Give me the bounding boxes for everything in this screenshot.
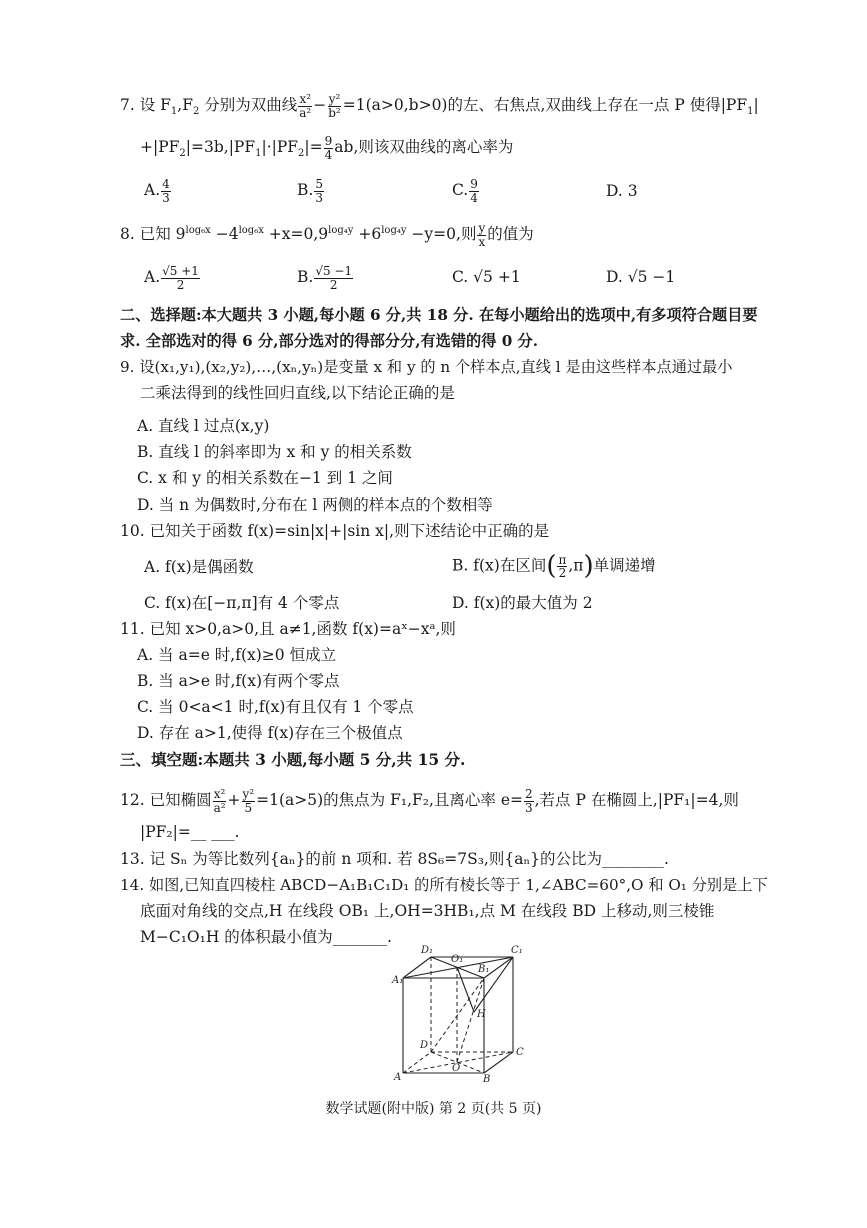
seg-o1-h	[457, 967, 474, 1012]
q10-option-a: A. f(x)是偶函数	[144, 558, 254, 576]
q8-fraction	[477, 222, 486, 248]
q7-text: |·|PF	[261, 138, 299, 157]
q7-text: +|PF	[140, 138, 180, 157]
q10-line1: 10. 已知关于函数 f(x)=sin|x|+|sin x|,则下述结论中正确的是	[120, 522, 550, 540]
q7-fraction	[298, 93, 312, 119]
section2-heading-cont: 求. 全部选对的得 6 分,部分选对的得部分分,有选错的得 0 分.	[120, 332, 539, 350]
frac-num: π	[558, 552, 567, 567]
frac-den: 3	[524, 800, 533, 815]
q7-text: |=	[304, 138, 323, 157]
option-fraction	[314, 265, 353, 291]
label-c: C	[516, 1047, 524, 1058]
q10-option-c: C. f(x)在[−π,π]有 4 个零点	[144, 594, 340, 612]
q7-line1: 7. 设 $F_1,F_2$ 分别为双曲线 $\frac{\text{x²}}{\text{a²}}$ − $\frac{\text{y²}}{\text{b²}}$ =1(a>0,b>0)的左、右焦点,双曲线上存在一点 P 使得$|PF_1|$	[120, 92, 759, 120]
q7-text: 7. 设 F	[120, 96, 171, 115]
q8-text: −4	[210, 225, 239, 244]
option-label: B.	[297, 181, 314, 200]
frac-den: 5	[244, 800, 253, 815]
edge-c1-b1	[484, 957, 513, 978]
q12-fraction	[524, 788, 534, 814]
q11-line1: 11. 已知 x>0,a>0,且 a≠1,函数 f(x)=aˣ−xᵃ,则	[120, 620, 456, 638]
q14-line1: 14. 如图,已知直四棱柱 ABCD−A₁B₁C₁D₁ 的所有棱长等于 1,∠ABC=60°,O 和 O₁ 分别是上下	[120, 876, 768, 894]
q7-option-b	[297, 178, 325, 204]
exponent: log₆x	[185, 224, 211, 236]
section3-heading: 三、填空题:本题共 3 小题,每小题 5 分,共 15 分.	[120, 750, 466, 769]
option-label: A.	[144, 181, 161, 200]
seg-c1-h	[474, 957, 513, 1012]
q7-text: ab,则该双曲线的离心率为	[334, 138, 514, 157]
label-c1: C₁	[511, 945, 523, 956]
option-fraction	[161, 178, 171, 204]
q10-option-b	[452, 551, 656, 582]
edge-a1-d1	[403, 957, 431, 978]
frac-den: 3	[162, 190, 170, 205]
frac-den: a²	[299, 105, 312, 120]
seg-o-b1	[457, 978, 484, 1062]
option-text: ,π	[568, 556, 584, 575]
frac-den: 3	[315, 190, 323, 205]
q7-text: ,F	[177, 96, 193, 115]
option-fraction	[161, 265, 200, 291]
q12-text: ,若点 P 在椭圆上,|PF₁|=4,则	[534, 791, 739, 810]
label-a1: A₁	[392, 975, 404, 986]
frac-num: y²	[242, 787, 255, 801]
frac-num: y	[478, 221, 486, 235]
frac-num: √5 −1	[315, 264, 353, 278]
diag-d1-b1	[431, 957, 484, 978]
frac-num: 4	[162, 177, 170, 191]
q14-line2: 底面对角线的交点,H 在线段 OB₁ 上,OH=3HB₁,点 M 在线段 BD 上移动,则三棱锥	[140, 902, 715, 920]
frac-den: x	[478, 234, 486, 249]
q7-text: |=3b,|PF	[185, 138, 256, 157]
frac-den: 2	[176, 277, 185, 292]
label-a: A	[394, 1072, 402, 1083]
edge-b-c	[484, 1052, 513, 1073]
q12-fraction	[242, 788, 256, 814]
label-d: D	[420, 1040, 429, 1051]
q7-fraction	[327, 93, 342, 119]
diag-d-b	[431, 1052, 484, 1073]
exponent: log₄y	[328, 224, 354, 236]
diag-a1-c1	[403, 957, 513, 978]
q8-line1	[120, 222, 534, 248]
q12-fraction	[213, 788, 227, 814]
frac-den: 4	[470, 190, 478, 205]
option-fraction	[469, 178, 479, 204]
q11-option-a: A. 当 a=e 时,f(x)≥0 恒成立	[137, 646, 337, 664]
frac-num: 5	[315, 177, 323, 191]
frac-num: 9	[324, 134, 333, 148]
option-text: 单调递增	[593, 556, 656, 575]
frac-den: b²	[328, 105, 341, 120]
option-label: B.	[297, 268, 314, 287]
edge-a-d	[403, 1052, 431, 1073]
option-label: C.	[452, 181, 469, 200]
q12-text: +	[227, 791, 241, 810]
q9-option-c: C. x 和 y 的相关系数在−1 到 1 之间	[137, 469, 393, 487]
q7-line2: $+|PF_2|=3b,|PF_1|\cdot|PF_2|=$ $\frac{9}{4}$ ab,则该双曲线的离心率为	[140, 134, 514, 162]
q8-option-a	[144, 265, 201, 291]
q9-line1: 9. 设(x₁,y₁),(x₂,y₂),…,(xₙ,yₙ)是变量 x 和 y 的 n 个样本点,直线 l 是由这些样本点通过最小	[120, 358, 733, 376]
exponent: log₄y	[381, 224, 407, 236]
frac-num: 9	[470, 177, 478, 191]
label-b: B	[483, 1074, 491, 1085]
q8-option-d: D. √5 −1	[606, 268, 676, 286]
q12-text: =1(a>5)的焦点为 F₁,F₂,且离心率 e=	[256, 791, 523, 810]
label-h: H	[477, 1009, 486, 1020]
option-fraction	[557, 554, 567, 580]
frac-num: x²	[213, 787, 226, 801]
q7-text: −	[313, 96, 327, 115]
label-o1: O₁	[451, 954, 464, 965]
option-fraction	[314, 178, 324, 204]
frac-num: 2	[524, 787, 533, 801]
q7-text: =1(a>0,b>0)的左、右焦点,双曲线上存在一点 P 使得|PF	[342, 96, 748, 115]
q8-text: 的值为	[487, 225, 534, 244]
q8-text: −y=0,则	[406, 225, 477, 244]
frac-den: 4	[324, 147, 333, 162]
q10-option-d: D. f(x)的最大值为 2	[452, 594, 593, 612]
paren: (	[546, 551, 557, 581]
frac-num: x²	[299, 92, 312, 106]
q12-text: 12. 已知椭圆	[120, 791, 212, 810]
section2-heading: 二、选择题:本大题共 3 小题,每小题 6 分,共 18 分. 在每小题给出的选项中,有多项符合题目要	[120, 306, 758, 324]
q11-option-c: C. 当 0<a<1 时,f(x)有且仅有 1 个零点	[137, 698, 414, 716]
label-d1: D₁	[421, 945, 434, 956]
frac-den: 2	[329, 277, 338, 292]
q9-line2: 二乘法得到的线性回归直线,以下结论正确的是	[140, 384, 455, 402]
option-text: B. f(x)在区间	[452, 556, 547, 575]
q8-text: 8. 已知 9	[120, 225, 186, 244]
q11-option-d: D. 存在 a>1,使得 f(x)存在三个极值点	[137, 724, 403, 742]
q9-option-a: A. 直线 l 过点(x,y)	[137, 417, 270, 435]
label-o: O	[452, 1063, 461, 1074]
q12-line2: |PF₂|=__ ___.	[140, 823, 240, 841]
q7-text: 分别为双曲线	[199, 96, 298, 115]
q14-line3: M−C₁O₁H 的体积最小值为_______.	[140, 928, 392, 946]
q7-option-c	[452, 178, 480, 204]
q11-option-b: B. 当 a>e 时,f(x)有两个零点	[137, 672, 340, 690]
q9-option-d: D. 当 n 为偶数时,分布在 l 两侧的样本点的个数相等	[137, 496, 493, 514]
option-label: A.	[144, 268, 161, 287]
q8-option-c: C. √5 +1	[452, 268, 521, 286]
exponent: log₆x	[238, 224, 264, 236]
frac-num: √5 +1	[162, 264, 199, 278]
q7-text: |	[753, 96, 759, 115]
q12-line1	[120, 788, 739, 814]
q9-option-b: B. 直线 l 的斜率即为 x 和 y 的相关系数	[137, 443, 412, 461]
q7-fraction	[324, 135, 334, 161]
q7-option-d: D. 3	[606, 182, 638, 200]
frac-den: 2	[558, 566, 567, 581]
q8-option-b	[297, 265, 354, 291]
diag-a-c	[403, 1052, 513, 1073]
q8-text: +6	[353, 225, 382, 244]
page-footer: 数学试题(附中版) 第 2 页(共 5 页)	[325, 1101, 542, 1117]
paren: )	[583, 551, 594, 581]
q8-text: +x=0,9	[263, 225, 329, 244]
frac-den: a²	[213, 800, 226, 815]
frac-num: y²	[328, 92, 341, 106]
q7-option-a	[144, 178, 172, 204]
q13-line1: 13. 记 Sₙ 为等比数列{aₙ}的前 n 项和. 若 8S₆=7S₃,则{aₙ}的公比为________.	[120, 850, 669, 868]
seg-d-b1	[431, 978, 484, 1052]
label-b1: B₁	[478, 964, 490, 975]
